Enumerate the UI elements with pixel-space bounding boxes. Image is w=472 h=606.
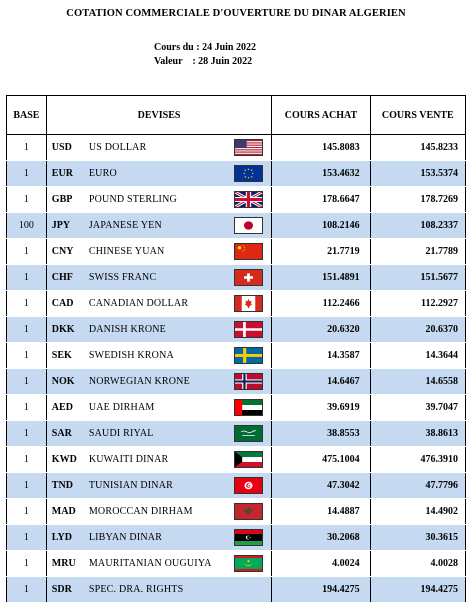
- cell-currency-name: JAPANESE YEN: [87, 213, 225, 239]
- cell-code: TND: [46, 473, 87, 499]
- table-row: [7, 395, 466, 421]
- cell-code: CAD: [46, 291, 87, 317]
- header-base: BASE: [7, 96, 47, 135]
- morocco-flag-icon: [234, 503, 263, 520]
- cell-code: CHF: [46, 265, 87, 291]
- cell-code: SAR: [46, 421, 87, 447]
- table-row: [7, 161, 466, 187]
- cell-flag: [225, 343, 272, 369]
- cell-cours-vente: 476.3910: [370, 447, 465, 473]
- cell-cours-vente: 194.4275: [370, 577, 465, 603]
- exchange-rate-table: [6, 95, 466, 603]
- cell-base: 1: [7, 447, 47, 473]
- table-row: [7, 239, 466, 265]
- cell-cours-vente: 47.7796: [370, 473, 465, 499]
- cell-currency-name: SAUDI RIYAL: [87, 421, 225, 447]
- cell-flag: [225, 525, 272, 551]
- cell-code: USD: [46, 135, 87, 161]
- table-row: [7, 317, 466, 343]
- cell-flag: [225, 473, 272, 499]
- cell-cours-vente: 14.3644: [370, 343, 465, 369]
- cell-cours-vente: 4.0028: [370, 551, 465, 577]
- table-row: [7, 213, 466, 239]
- cell-cours-achat: 4.0024: [272, 551, 370, 577]
- cell-cours-achat: 145.8083: [272, 135, 370, 161]
- cell-currency-name: US DOLLAR: [87, 135, 225, 161]
- cell-currency-name: UAE DIRHAM: [87, 395, 225, 421]
- cell-currency-name: CANADIAN DOLLAR: [87, 291, 225, 317]
- canada-flag-icon: [234, 295, 263, 312]
- cell-base: 1: [7, 135, 47, 161]
- eu-flag-icon: [234, 165, 263, 182]
- table-row: [7, 343, 466, 369]
- cell-cours-vente: 145.8233: [370, 135, 465, 161]
- cell-base: 1: [7, 577, 47, 603]
- cell-cours-achat: 38.8553: [272, 421, 370, 447]
- cell-cours-vente: 14.6558: [370, 369, 465, 395]
- cell-currency-name: MOROCCAN DIRHAM: [87, 499, 225, 525]
- cell-flag: [225, 135, 272, 161]
- cell-base: 1: [7, 291, 47, 317]
- valeur-value: : 28 Juin 2022: [192, 56, 253, 67]
- table-row: [7, 447, 466, 473]
- cell-flag: [225, 291, 272, 317]
- cell-currency-name: SWISS FRANC: [87, 265, 225, 291]
- table-row: [7, 499, 466, 525]
- table-row: [7, 525, 466, 551]
- cell-currency-name: KUWAITI DINAR: [87, 447, 225, 473]
- cell-cours-achat: 21.7719: [272, 239, 370, 265]
- cell-cours-achat: 14.6467: [272, 369, 370, 395]
- cell-currency-name: EURO: [87, 161, 225, 187]
- kuwait-flag-icon: [234, 451, 263, 468]
- cell-flag: [225, 577, 272, 603]
- cell-base: 1: [7, 239, 47, 265]
- cell-flag: [225, 239, 272, 265]
- norway-flag-icon: [234, 373, 263, 390]
- cell-currency-name: NORWEGIAN KRONE: [87, 369, 225, 395]
- cell-code: MRU: [46, 551, 87, 577]
- table-row: [7, 551, 466, 577]
- cell-cours-achat: 20.6320: [272, 317, 370, 343]
- cell-base: 1: [7, 187, 47, 213]
- cell-cours-achat: 30.2068: [272, 525, 370, 551]
- cell-cours-achat: 112.2466: [272, 291, 370, 317]
- cell-cours-vente: 153.5374: [370, 161, 465, 187]
- saudi-flag-icon: [234, 425, 263, 442]
- table-row: [7, 577, 466, 603]
- cell-code: AED: [46, 395, 87, 421]
- cell-currency-name: DANISH KRONE: [87, 317, 225, 343]
- japan-flag-icon: [234, 217, 263, 234]
- cell-base: 1: [7, 421, 47, 447]
- cell-cours-vente: 108.2337: [370, 213, 465, 239]
- cell-cours-vente: 30.3615: [370, 525, 465, 551]
- cell-base: 1: [7, 369, 47, 395]
- header-cours-vente: COURS VENTE: [370, 96, 465, 135]
- cell-base: 1: [7, 161, 47, 187]
- cell-flag: [225, 265, 272, 291]
- cell-code: GBP: [46, 187, 87, 213]
- cell-currency-name: SPEC. DRA. RIGHTS: [87, 577, 225, 603]
- cell-flag: [225, 499, 272, 525]
- cell-code: CNY: [46, 239, 87, 265]
- cell-flag: [225, 447, 272, 473]
- cell-cours-vente: 112.2927: [370, 291, 465, 317]
- uk-flag-icon: [234, 191, 263, 208]
- table-row: [7, 265, 466, 291]
- table-row: [7, 473, 466, 499]
- cell-cours-vente: 21.7789: [370, 239, 465, 265]
- cell-currency-name: MAURITANIAN OUGUIYA: [87, 551, 225, 577]
- cell-code: SEK: [46, 343, 87, 369]
- cell-flag: [225, 161, 272, 187]
- valeur-label: Valeur: [154, 56, 183, 67]
- header-cours-achat: COURS ACHAT: [272, 96, 370, 135]
- cell-code: LYD: [46, 525, 87, 551]
- cell-flag: [225, 317, 272, 343]
- cell-code: MAD: [46, 499, 87, 525]
- cell-base: 1: [7, 343, 47, 369]
- cell-code: EUR: [46, 161, 87, 187]
- cell-flag: [225, 369, 272, 395]
- cell-flag: [225, 213, 272, 239]
- china-flag-icon: [234, 243, 263, 260]
- cell-flag: [225, 551, 272, 577]
- cours-du-label: Cours du: [154, 42, 194, 53]
- cell-cours-vente: 178.7269: [370, 187, 465, 213]
- cell-base: 1: [7, 499, 47, 525]
- cell-base: 1: [7, 473, 47, 499]
- cell-cours-achat: 39.6919: [272, 395, 370, 421]
- cell-flag: [225, 421, 272, 447]
- cell-flag: [225, 395, 272, 421]
- header-devises: DEVISES: [46, 96, 272, 135]
- cell-cours-achat: 14.4887: [272, 499, 370, 525]
- tunisia-flag-icon: [234, 477, 263, 494]
- swiss-flag-icon: [234, 269, 263, 286]
- cell-currency-name: LIBYAN DINAR: [87, 525, 225, 551]
- cell-base: 1: [7, 525, 47, 551]
- sweden-flag-icon: [234, 347, 263, 364]
- cell-cours-vente: 14.4902: [370, 499, 465, 525]
- denmark-flag-icon: [234, 321, 263, 338]
- cell-code: SDR: [46, 577, 87, 603]
- table-body: [7, 135, 466, 603]
- cell-flag: [225, 187, 272, 213]
- date-block: [154, 41, 256, 69]
- uae-flag-icon: [234, 399, 263, 416]
- cell-code: NOK: [46, 369, 87, 395]
- cell-cours-achat: 14.3587: [272, 343, 370, 369]
- cell-base: 1: [7, 265, 47, 291]
- cell-cours-achat: 108.2146: [272, 213, 370, 239]
- cours-du-value: : 24 Juin 2022: [196, 42, 256, 53]
- cell-currency-name: SWEDISH KRONA: [87, 343, 225, 369]
- cell-cours-achat: 475.1004: [272, 447, 370, 473]
- cell-cours-achat: 178.6647: [272, 187, 370, 213]
- table-row: [7, 187, 466, 213]
- cell-currency-name: TUNISIAN DINAR: [87, 473, 225, 499]
- cell-cours-achat: 47.3042: [272, 473, 370, 499]
- cell-cours-achat: 194.4275: [272, 577, 370, 603]
- cell-base: 1: [7, 551, 47, 577]
- cell-code: KWD: [46, 447, 87, 473]
- cell-currency-name: CHINESE YUAN: [87, 239, 225, 265]
- cell-base: 100: [7, 213, 47, 239]
- table-row: [7, 421, 466, 447]
- mauritania-flag-icon: [234, 555, 263, 572]
- table-row: [7, 135, 466, 161]
- cell-cours-achat: 151.4891: [272, 265, 370, 291]
- cell-cours-vente: 20.6370: [370, 317, 465, 343]
- table-row: [7, 369, 466, 395]
- cell-base: 1: [7, 395, 47, 421]
- cell-currency-name: POUND STERLING: [87, 187, 225, 213]
- cell-cours-vente: 38.8613: [370, 421, 465, 447]
- cell-cours-achat: 153.4632: [272, 161, 370, 187]
- cell-code: DKK: [46, 317, 87, 343]
- page-title: COTATION COMMERCIALE D'OUVERTURE DU DINAR ALGERIEN: [66, 8, 406, 19]
- libya-flag-icon: [234, 529, 263, 546]
- cell-base: 1: [7, 317, 47, 343]
- us-flag-icon: [234, 139, 263, 156]
- cell-code: JPY: [46, 213, 87, 239]
- table-row: [7, 291, 466, 317]
- cell-cours-vente: 39.7047: [370, 395, 465, 421]
- cell-cours-vente: 151.5677: [370, 265, 465, 291]
- table-header-row: [7, 96, 466, 135]
